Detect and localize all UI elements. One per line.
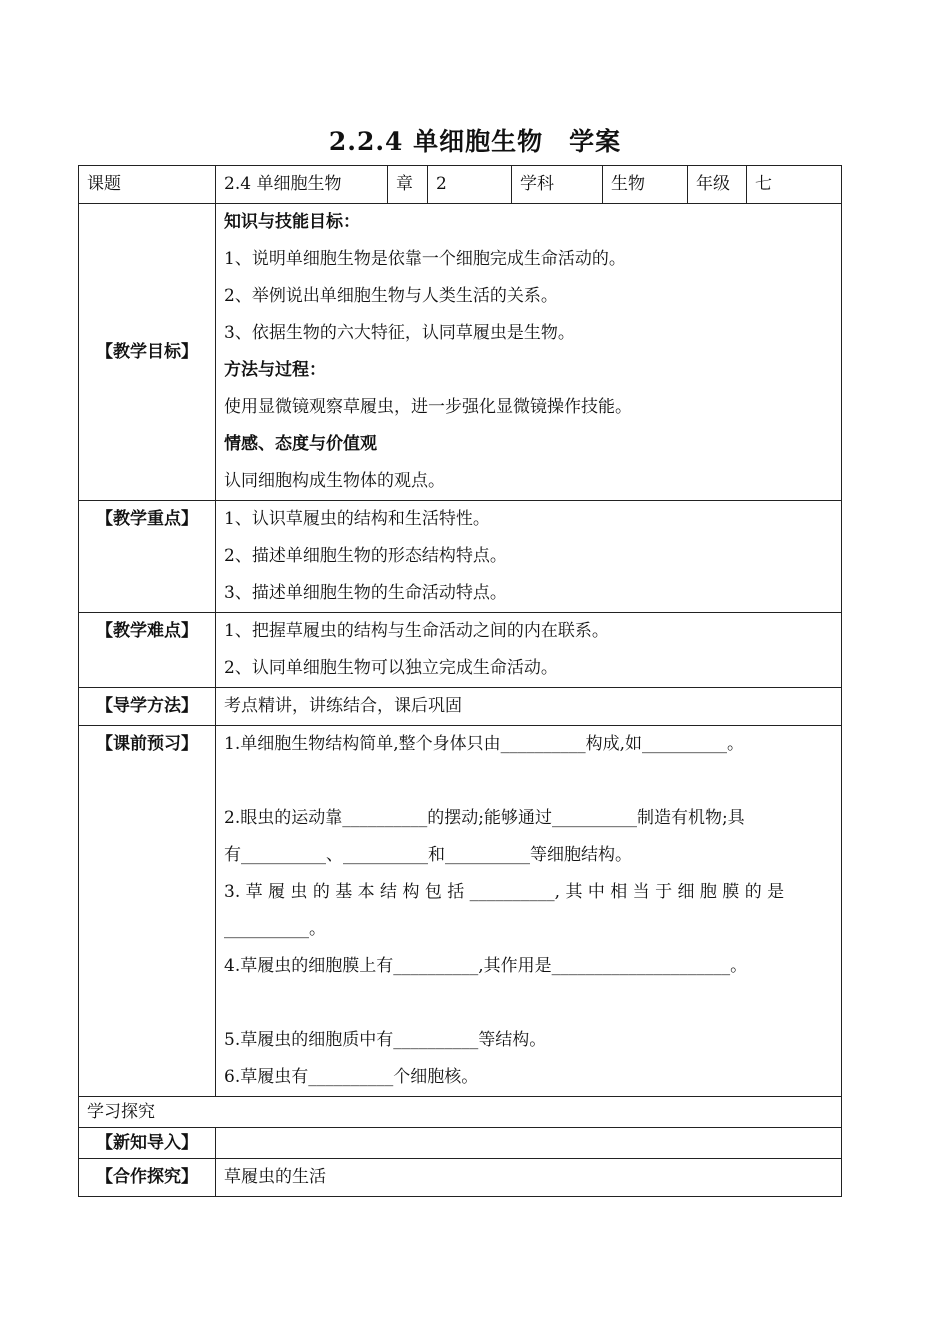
- key-point-item: 3、描述单细胞生物的生命活动特点。: [224, 583, 507, 603]
- preview-question: 5.草履虫的细胞质中有__________等结构。: [224, 1030, 547, 1050]
- study-label: 学习探究: [79, 1097, 842, 1128]
- method-value: 考点精讲，讲练结合，课后巩固: [224, 696, 462, 716]
- objectives-label: 【教学目标】: [79, 204, 216, 501]
- difficulties-content: [216, 613, 842, 688]
- difficulties-row: [79, 613, 842, 688]
- emotion-heading: 情感、态度与价值观: [224, 434, 377, 454]
- preview-question: __________。: [224, 919, 326, 939]
- new-intro-row: [79, 1128, 842, 1159]
- page-title: 2.2.4 单细胞生物 学案: [328, 127, 622, 156]
- method-text: 使用显微镜观察草履虫，进一步强化显微镜操作技能。: [224, 397, 632, 417]
- emotion-text: 认同细胞构成生物体的观点。: [224, 471, 445, 491]
- preview-question: 1.单细胞生物结构简单,整个身体只由__________构成,如__________。: [224, 734, 745, 754]
- method-content: [216, 688, 842, 726]
- topic-value: 2.4 单细胞生物: [216, 166, 388, 204]
- cooperation-row: [79, 1159, 842, 1197]
- lesson-plan-table: [78, 165, 842, 1197]
- preview-question: 有__________、__________和__________等细胞结构。: [224, 845, 632, 865]
- difficulty-item: 2、认同单细胞生物可以独立完成生命活动。: [224, 658, 558, 678]
- preview-question: 2.眼虫的运动靠__________的摆动;能够通过__________制造有机物;具: [224, 808, 745, 828]
- objectives-content: [216, 204, 842, 501]
- knowledge-item: 1、说明单细胞生物是依靠一个细胞完成生命活动的。: [224, 249, 626, 269]
- difficulty-item: 1、把握草履虫的结构与生命活动之间的内在联系。: [224, 621, 609, 641]
- cooperation-content: 草履虫的生活: [216, 1159, 842, 1197]
- key-point-item: 1、认识草履虫的结构和生活特性。: [224, 509, 490, 529]
- preview-question: 3. 草 履 虫 的 基 本 结 构 包 括 __________, 其 中 相 当 于 细 胞 膜 的 是: [224, 882, 785, 902]
- preview-question: 4.草履虫的细胞膜上有__________,其作用是_____________________。: [224, 956, 748, 976]
- grade-label: 年级: [688, 166, 747, 204]
- knowledge-item: 3、依据生物的六大特征，认同草履虫是生物。: [224, 323, 575, 343]
- chapter-label: 章: [388, 166, 428, 204]
- new-intro-content: [216, 1128, 842, 1159]
- method-label: 【导学方法】: [79, 688, 216, 726]
- topic-label: 课题: [79, 166, 216, 204]
- chapter-value: 2: [428, 166, 512, 204]
- knowledge-item: 2、举例说出单细胞生物与人类生活的关系。: [224, 286, 558, 306]
- key-points-content: [216, 501, 842, 613]
- preview-label: 【课前预习】: [79, 726, 216, 1097]
- cooperation-label: 【合作探究】: [79, 1159, 216, 1197]
- header-row: [79, 166, 842, 204]
- key-points-row: [79, 501, 842, 613]
- preview-question: 6.草履虫有__________个细胞核。: [224, 1067, 479, 1087]
- difficulties-label: 【教学难点】: [79, 613, 216, 688]
- method-heading: 方法与过程：: [224, 360, 326, 380]
- preview-content: [216, 726, 842, 1097]
- subject-value: 生物: [603, 166, 688, 204]
- objectives-row: [79, 204, 842, 501]
- key-points-label: 【教学重点】: [79, 501, 216, 613]
- key-point-item: 2、描述单细胞生物的形态结构特点。: [224, 546, 507, 566]
- subject-label: 学科: [512, 166, 603, 204]
- preview-row: [79, 726, 842, 1097]
- new-intro-label: 【新知导入】: [79, 1128, 216, 1159]
- knowledge-heading: 知识与技能目标：: [224, 212, 360, 232]
- grade-value: 七: [747, 166, 842, 204]
- method-row: [79, 688, 842, 726]
- study-row: [79, 1097, 842, 1128]
